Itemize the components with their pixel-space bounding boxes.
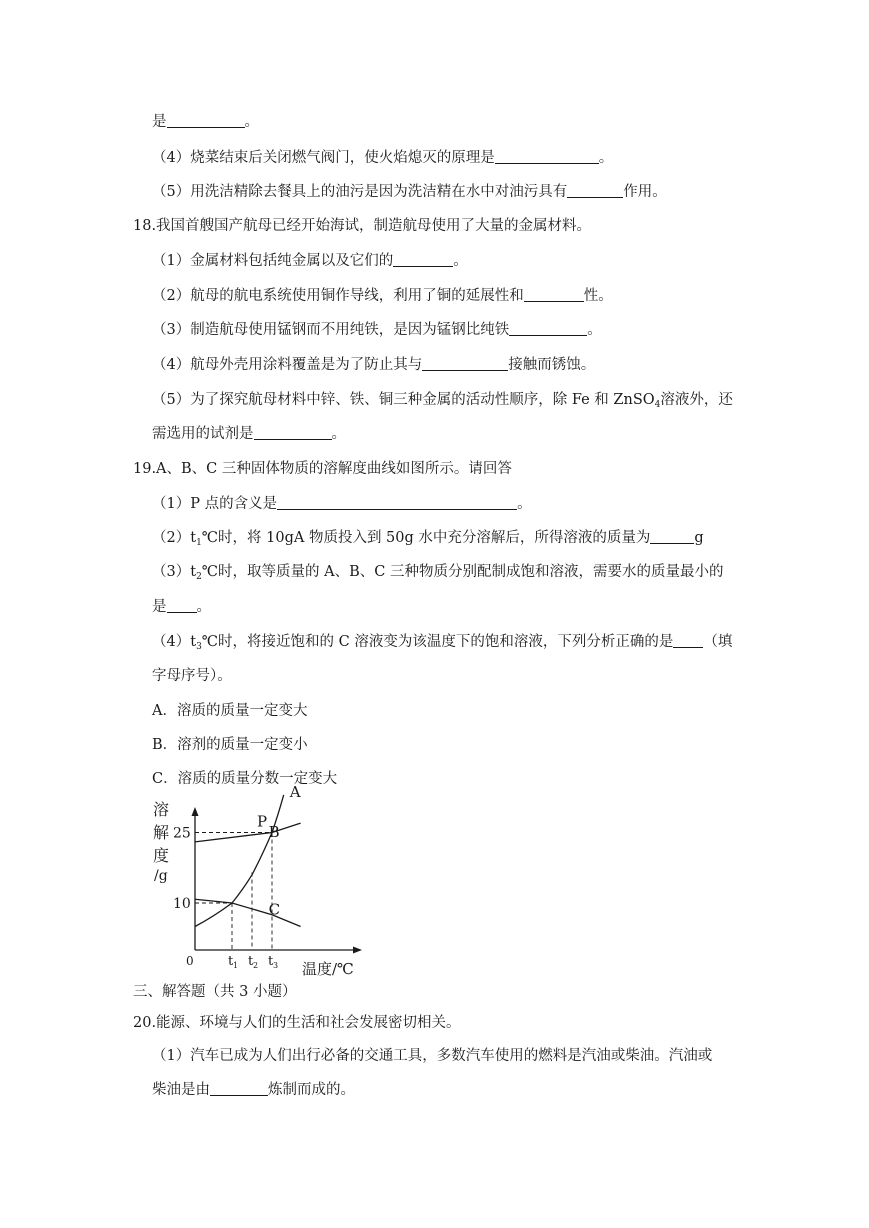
question-20: 20.能源、环境与人们的生活和社会发展密切相关。: [133, 1015, 461, 1031]
text: （4）t: [152, 634, 197, 650]
text: （1）P 点的含义是: [152, 496, 278, 512]
x-tick-label-t1: t: [228, 954, 234, 969]
text: 。: [453, 253, 468, 269]
text: （2）航母的航电系统使用铜作导线，利用了铜的延展性和: [152, 288, 524, 304]
text: （4）航母外壳用涂料覆盖是为了防止其与: [152, 357, 423, 373]
text: g: [694, 530, 704, 546]
answer-blank[interactable]: [277, 494, 517, 510]
text: ℃时，取等质量的 A、B、C 三种物质分别配制成饱和溶液，需要水的质量最小的: [201, 564, 724, 580]
answer-blank[interactable]: [167, 597, 197, 613]
text: 接触而锈蚀。: [508, 357, 596, 373]
option-b: B．溶剂的质量一定变小: [152, 737, 308, 753]
text-line: [152, 632, 732, 652]
guide-lines: [195, 833, 272, 951]
x-axis-label: 温度/℃: [302, 960, 354, 978]
text-line: 字母序号）。: [152, 668, 232, 684]
x-tick-subscript: 1: [233, 961, 239, 970]
y-axis-label: [153, 800, 169, 884]
text-line: [152, 562, 723, 582]
text-line: （1）汽车已成为人们出行必备的交通工具，多数汽车使用的燃料是汽油或柴油。汽油或: [152, 1048, 713, 1064]
y-axis-label-char: /g: [154, 868, 168, 884]
text: 柴油是由: [152, 1082, 210, 1098]
subscript: 4: [654, 400, 661, 410]
text-line: [152, 320, 602, 340]
option-a: A．溶质的质量一定变大: [152, 703, 308, 719]
text: （3）t: [152, 564, 197, 580]
subscript: 2: [196, 572, 202, 582]
y-axis-label-char: 度: [153, 846, 170, 865]
text-line: [152, 112, 259, 132]
y-tick-label-25: 25: [173, 825, 191, 842]
solubility-chart: [150, 782, 370, 983]
text-line: [152, 286, 613, 306]
text: ℃时，将接近饱和的 C 溶液变为该温度下的饱和溶液，下列分析正确的是: [201, 634, 674, 650]
text: 。: [517, 496, 532, 512]
answer-blank[interactable]: [524, 286, 584, 302]
text-line: [152, 251, 468, 271]
y-axis-arrow-icon: [192, 807, 199, 816]
text: 。: [244, 114, 259, 130]
answer-blank[interactable]: [495, 148, 599, 164]
x-tick-label-t3: t: [268, 954, 274, 969]
x-axis-arrow-icon: [353, 947, 362, 954]
text-line: [152, 424, 346, 444]
point-p-label: P: [257, 812, 268, 831]
text: （1）金属材料包括纯金属以及它们的: [152, 253, 394, 269]
answer-blank[interactable]: [650, 528, 694, 544]
text: 。: [196, 599, 211, 615]
text: 。: [587, 322, 602, 338]
text: （3）制造航母使用锰钢而不用纯铁，是因为锰钢比纯铁: [152, 322, 510, 338]
y-tick-label-10: 10: [173, 896, 191, 912]
text: （5）为了探究航母材料中锌、铁、铜三种金属的活动性顺序，除 Fe 和 ZnSO: [152, 392, 655, 408]
subscript: 3: [196, 642, 202, 652]
text-line: [152, 148, 613, 168]
question-19: 19.A、B、C 三种固体物质的溶解度曲线如图所示。请回答: [133, 461, 512, 477]
answer-blank[interactable]: [567, 182, 623, 198]
x-tick-subscript: 3: [273, 961, 279, 970]
text: 需选用的试剂是: [152, 426, 254, 442]
text-line: [152, 528, 704, 548]
text: 。: [598, 150, 614, 166]
text: 炼制而成的。: [268, 1082, 355, 1098]
text: ℃时，将 10gA 物质投入到 50g 水中充分溶解后，所得溶液的质量为: [201, 530, 651, 546]
subscript: 1: [196, 538, 202, 548]
option-c: C．溶质的质量分数一定变大: [152, 771, 338, 787]
series-label-a: A: [289, 782, 301, 801]
text-line: [152, 1080, 355, 1100]
text: （4）烧菜结束后关闭燃气阀门，使火焰熄灭的原理是: [152, 150, 495, 166]
text: （2）t: [152, 530, 197, 546]
text: 是: [152, 114, 167, 130]
x-tick-label-t2: t: [248, 954, 254, 969]
text: 性。: [583, 288, 613, 304]
text: 作用。: [623, 184, 667, 200]
chart-labels: [173, 783, 301, 970]
section-heading: 三、解答题（共 3 小题）: [133, 984, 297, 1000]
text: 是: [152, 599, 167, 615]
text-line: [152, 494, 532, 514]
answer-blank[interactable]: [509, 320, 587, 336]
text-line: [152, 597, 211, 617]
text: （填: [703, 634, 733, 650]
question-18: 18.我国首艘国产航母已经开始海试，制造航母使用了大量的金属材料。: [133, 218, 592, 234]
text: 。: [331, 426, 346, 442]
text: （5）用洗洁精除去餐具上的油污是因为洗洁精在水中对油污具有: [152, 184, 568, 200]
y-axis-label-char: 溶: [153, 800, 170, 819]
answer-blank[interactable]: [210, 1080, 268, 1096]
series-label-c: C: [268, 900, 281, 919]
answer-blank[interactable]: [422, 355, 508, 371]
answer-blank[interactable]: [167, 112, 245, 128]
answer-blank[interactable]: [393, 251, 453, 267]
series-label-b: B: [268, 823, 280, 842]
curves: [195, 795, 301, 927]
answer-blank[interactable]: [254, 424, 332, 440]
x-tick-subscript: 2: [253, 961, 259, 970]
text-line: [152, 390, 733, 410]
origin-label: 0: [186, 954, 194, 968]
text-line: [152, 355, 595, 375]
answer-blank[interactable]: [673, 632, 703, 648]
y-axis-label-char: 解: [153, 823, 170, 842]
text-line: [152, 182, 667, 202]
text: 溶液外，还: [660, 392, 733, 408]
